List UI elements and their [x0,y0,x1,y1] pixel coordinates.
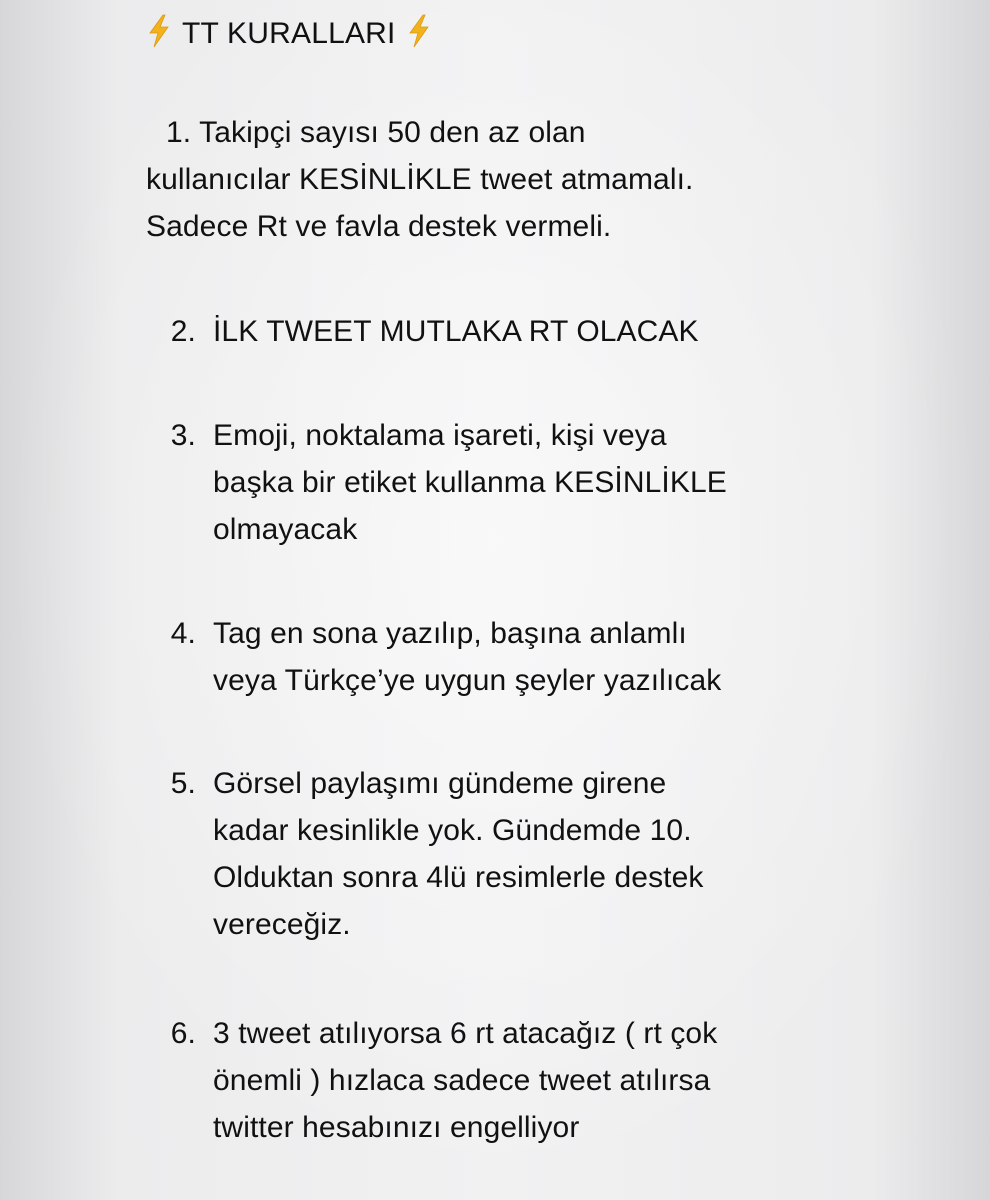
rule-item-5 [158,760,704,948]
rule-line: Emoji, noktalama işareti, kişi veya [213,419,667,452]
rule-line: vereceğiz. [213,908,351,941]
rule-line: kullanıcılar KESİNLİKLE tweet atmamalı. [146,163,694,196]
rule-item-3 [158,412,727,553]
rule-line: önemli ) hızlaca sadece tweet atılırsa [213,1064,711,1097]
rule-line: kadar kesinlikle yok. Gündemde 10. [213,814,692,847]
rule-line: Sadece Rt ve favla destek vermeli. [146,210,612,243]
rule-line: Görsel paylaşımı gündeme girene [213,767,667,800]
rule-number: 1. [166,116,192,149]
rule-text [213,1010,717,1151]
rule-line: başka bir etiket kullanma KESİNLİKLE [213,466,727,499]
page-title [146,14,432,54]
rule-number: 2. [170,315,196,348]
rule-text [213,308,699,355]
rule-text [213,412,727,553]
lightning-bolt-icon [146,14,172,48]
rule-item-6 [158,1010,717,1151]
rule-line: veya Türkçe’ye uygun şeyler yazılıcak [213,664,722,697]
rule-line: Tag en sona yazılıp, başına anlamlı [213,617,687,650]
title-text: TT KURALLARI [182,17,396,50]
rule-line: İLK TWEET MUTLAKA RT OLACAK [213,315,699,348]
rule-number: 3. [170,419,196,452]
lightning-bolt-icon [406,14,432,48]
rule-text [213,760,704,948]
rule-number: 4. [170,617,196,650]
rule-item-2 [158,308,699,355]
rule-line: 3 tweet atılıyorsa 6 rt atacağız ( rt çok [213,1017,718,1050]
rule-text [213,610,721,704]
rule-line: twitter hesabınızı engelliyor [213,1111,580,1144]
rule-line: 1. Takipçi sayısı 50 den az olan [166,116,586,149]
rule-number: 5. [170,767,196,800]
rule-line: Olduktan sonra 4lü resimlerle destek [213,861,704,894]
rule-number: 6. [170,1017,196,1050]
rule-item-1 [146,109,693,250]
rule-item-4 [158,610,721,704]
rule-line: olmayacak [213,513,358,546]
